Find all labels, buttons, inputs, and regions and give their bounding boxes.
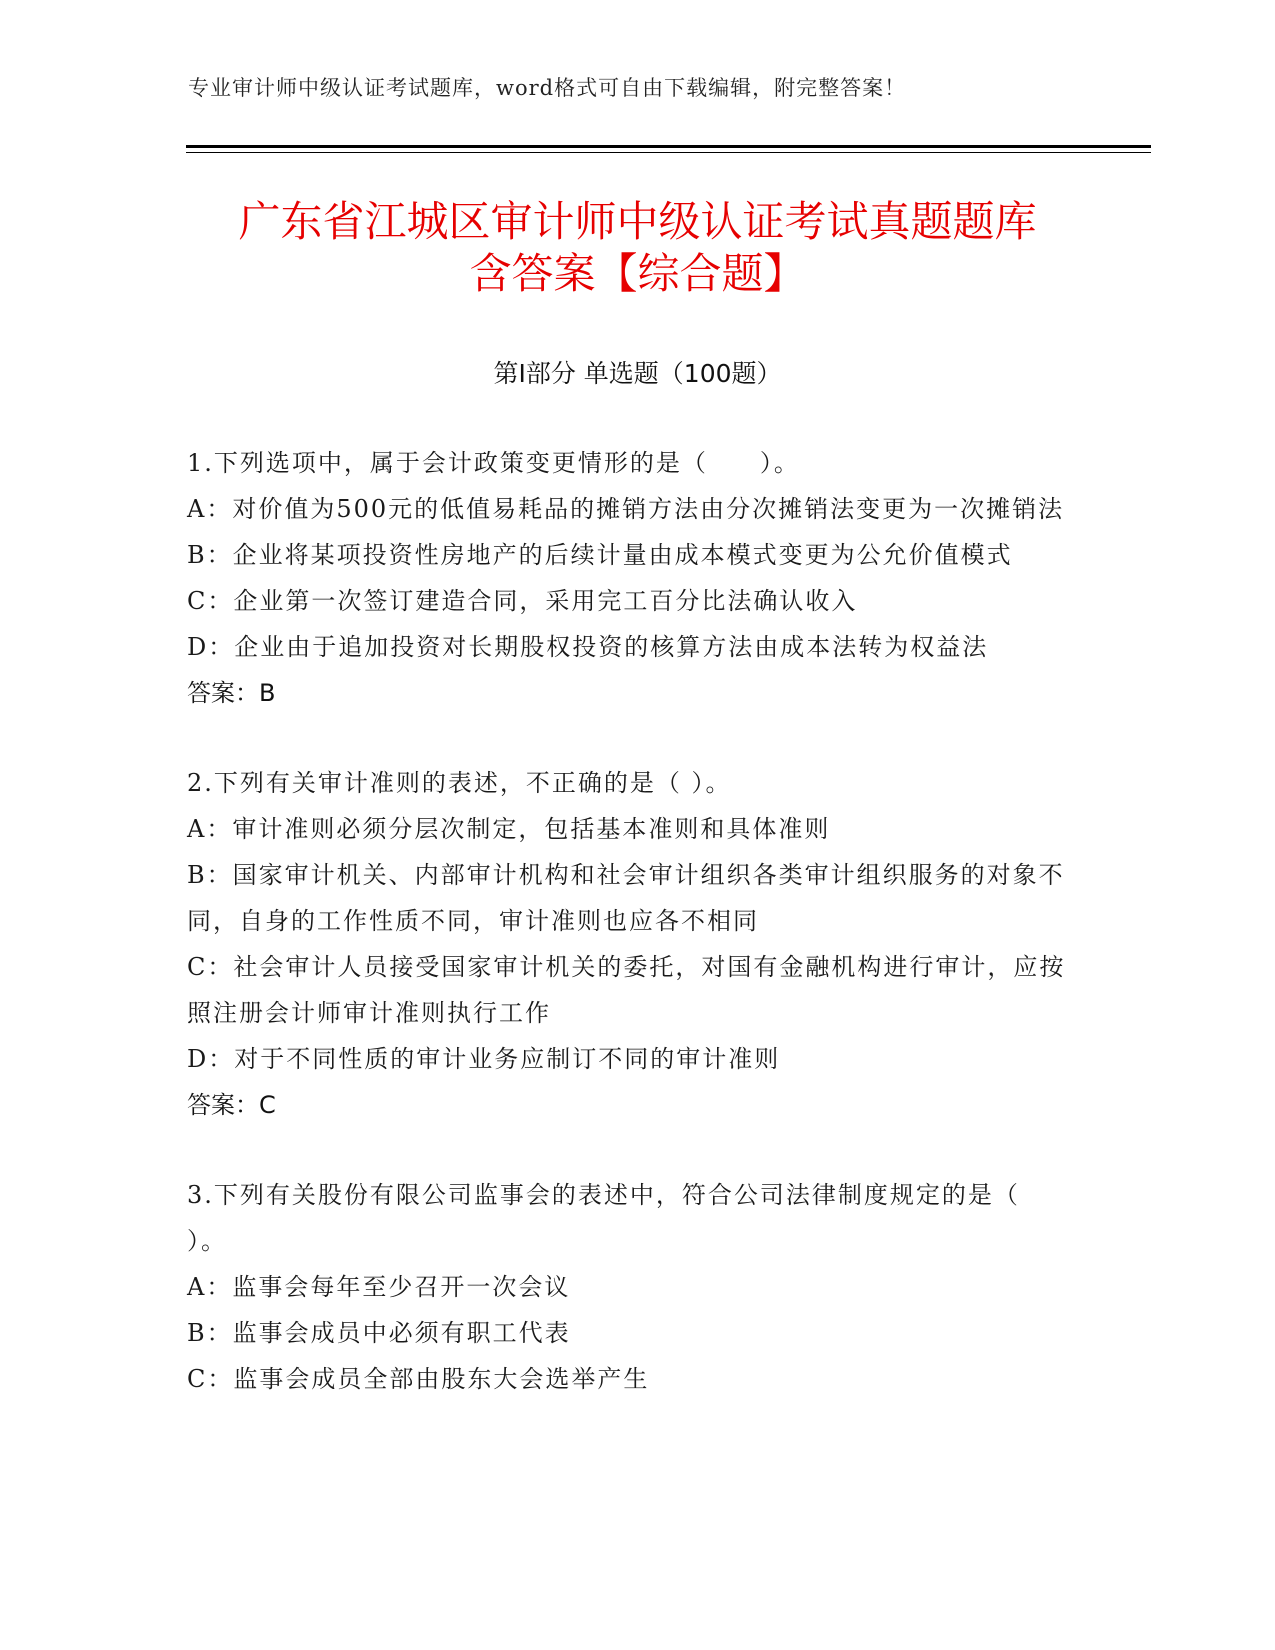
question-stem: 2.下列有关审计准则的表述，不正确的是（ ）。	[187, 769, 732, 797]
option-a: A：对价值为500元的低值易耗品的摊销方法由分次摊销法变更为一次摊销法	[187, 495, 1065, 523]
question-2	[187, 760, 1067, 1128]
section-title: 第Ⅰ部分 单选题（100题）	[493, 359, 782, 388]
document-title	[150, 196, 1125, 300]
document-title-line2: 含答案【综合题】	[469, 249, 806, 298]
question-stem: 3.下列有关股份有限公司监事会的表述中，符合公司法律制度规定的是（ ）。	[187, 1181, 1098, 1255]
header-note: 专业审计师中级认证考试题库，word格式可自由下载编辑，附完整答案！	[188, 76, 907, 100]
option-c: C：社会审计人员接受国家审计机关的委托，对国有金融机构进行审计，应按照注册会计师审计准则执行工作	[187, 953, 1066, 1027]
option-a: A：监事会每年至少召开一次会议	[187, 1273, 571, 1301]
question-list	[187, 440, 1098, 1446]
option-d: D：对于不同性质的审计业务应制订不同的审计准则	[187, 1045, 781, 1073]
answer: 答案：C	[187, 1091, 276, 1119]
option-b: B：监事会成员中必须有职工代表	[187, 1319, 571, 1347]
option-c: C：监事会成员全部由股东大会选举产生	[187, 1365, 650, 1393]
answer: 答案：B	[187, 679, 276, 707]
question-3	[187, 1172, 1098, 1402]
option-a: A：审计准则必须分层次制定，包括基本准则和具体准则	[187, 815, 831, 843]
header-rule-thick	[186, 145, 1151, 148]
question-stem: 1.下列选项中，属于会计政策变更情形的是（ ）。	[187, 449, 800, 477]
question-1	[187, 440, 1067, 716]
document-title-line1: 广东省江城区审计师中级认证考试真题题库	[238, 197, 1037, 246]
header-rule-thin	[186, 152, 1151, 153]
option-c: C：企业第一次签订建造合同，采用完工百分比法确认收入	[187, 587, 858, 615]
option-b: B：企业将某项投资性房地产的后续计量由成本模式变更为公允价值模式	[187, 541, 1013, 569]
option-d: D：企业由于追加投资对长期股权投资的核算方法由成本法转为权益法	[187, 633, 989, 661]
option-b: B：国家审计机关、内部审计机构和社会审计组织各类审计组织服务的对象不同，自身的工作性质不同，审计准则也应各不相同	[187, 861, 1065, 935]
